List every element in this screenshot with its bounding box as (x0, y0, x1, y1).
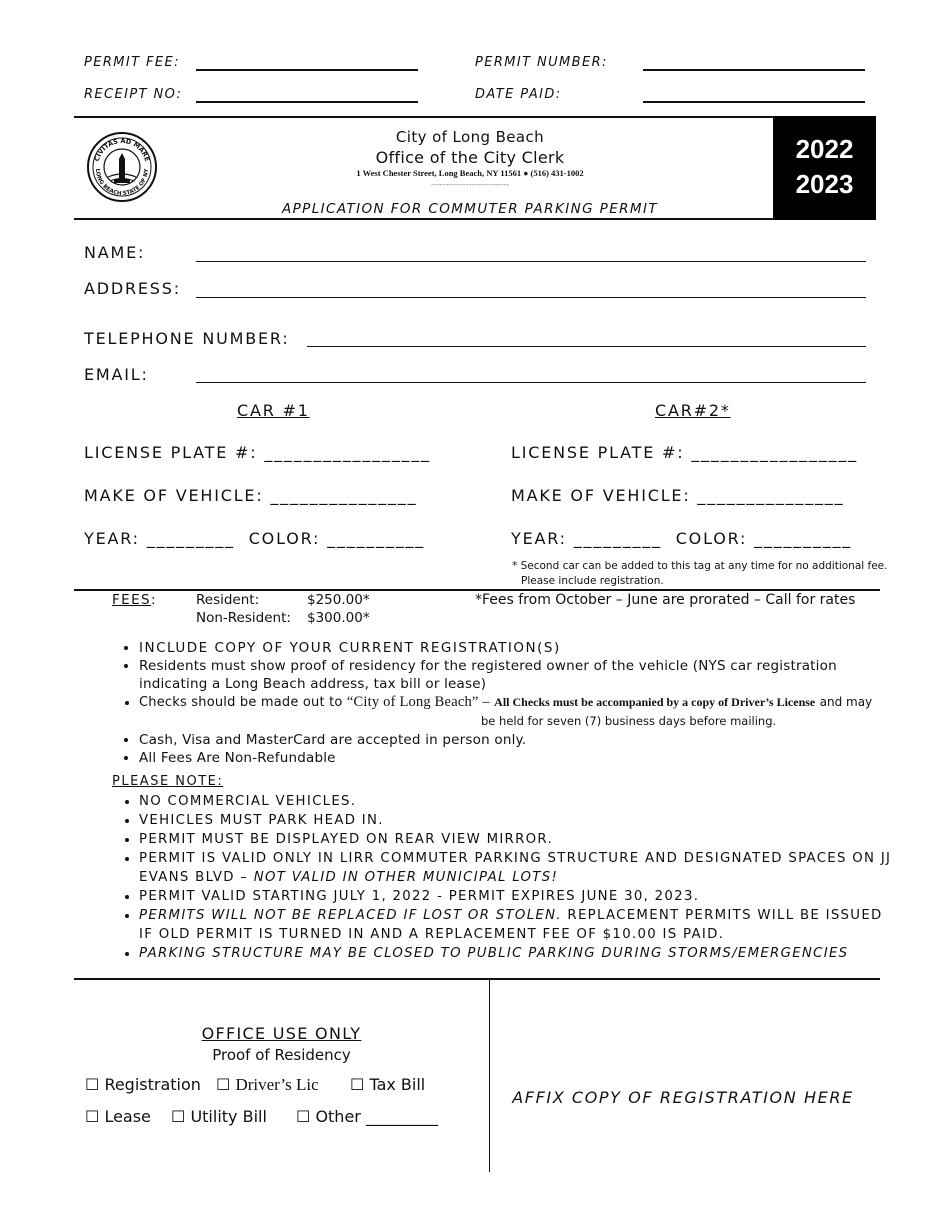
notes-list (113, 792, 899, 963)
car1-make[interactable]: MAKE OF VEHICLE: _______________ (84, 486, 418, 505)
year-top: 2022 (795, 134, 854, 164)
second-car-note: * Second car can be added to this tag at any time for no additional fee. (512, 560, 888, 572)
checkbox-label: Other _________ (315, 1107, 438, 1126)
req-payment-methods: • Cash, Visa and MasterCard are accepted in person only. (139, 731, 889, 749)
receipt-no-field[interactable] (196, 101, 418, 103)
requirements-list (113, 639, 889, 767)
checkbox-icon: ☐ (296, 1107, 311, 1126)
note-replacement-a: PERMITS WILL NOT BE REPLACED IF LOST OR STOLEN. (139, 908, 562, 923)
checkbox-icon: ☐ (350, 1075, 365, 1094)
note-display-permit: • PERMIT MUST BE DISPLAYED ON REAR VIEW MIRROR. (139, 830, 899, 849)
email-field[interactable] (196, 382, 866, 383)
checkbox-utility-bill[interactable] (171, 1107, 267, 1126)
car1-year-color[interactable]: YEAR: _________ COLOR: __________ (84, 529, 426, 548)
req-checks-c: All Checks must be accompanied by a copy of Driver’s License (494, 695, 816, 709)
nonresident-label: Non-Resident: (196, 610, 291, 626)
car1-license-plate[interactable]: LICENSE PLATE #: _________________ (84, 443, 431, 462)
checkbox-label: Driver’s Lic (235, 1075, 319, 1094)
req-non-refundable: • All Fees Are Non-Refundable (139, 749, 889, 767)
req-checks-e: be held for seven (7) business days before mailing. (481, 714, 777, 728)
resident-label: Resident: (196, 592, 260, 608)
permit-fee-label: PERMIT FEE: (84, 55, 180, 70)
seal-top-text: CIVITAS AD MARE (92, 136, 152, 163)
resident-amount: $250.00* (307, 592, 370, 608)
address-field[interactable] (196, 297, 866, 298)
checkbox-icon: ☐ (216, 1075, 231, 1094)
form-title: APPLICATION FOR COMMUTER PARKING PERMIT (282, 201, 658, 217)
checkbox-other[interactable] (296, 1107, 438, 1126)
second-car-note-2: Please include registration. (521, 575, 664, 587)
prorate-note: *Fees from October – June are prorated – Call for rates (475, 592, 856, 608)
name-label: NAME: (84, 243, 146, 262)
telephone-label: TELEPHONE NUMBER: (84, 329, 290, 348)
car1-heading: CAR #1 (237, 401, 310, 420)
year-bottom: 2023 (795, 169, 854, 199)
proof-of-residency: Proof of Residency (212, 1046, 351, 1064)
seal-bottom-text: LONG BEACH STATE OF NY (93, 168, 151, 198)
note-park-head-in: • VEHICLES MUST PARK HEAD IN. (139, 811, 899, 830)
office-use-heading: OFFICE USE ONLY (201, 1024, 362, 1043)
office-use-divider (489, 979, 490, 1172)
checkbox-lease[interactable] (85, 1107, 151, 1126)
car2-year-color[interactable]: YEAR: _________ COLOR: __________ (511, 529, 853, 548)
checkbox-icon: ☐ (85, 1107, 100, 1126)
please-note-heading: PLEASE NOTE: (112, 774, 224, 789)
req-residency: • Residents must show proof of residency for the registered owner of the vehicle (NYS car registration indicating a Long Beach address, tax bill or lease) (139, 657, 889, 693)
car2-make[interactable]: MAKE OF VEHICLE: _______________ (511, 486, 845, 505)
note-no-commercial: • NO COMMERCIAL VEHICLES. (139, 792, 899, 811)
note-replacement (139, 906, 899, 944)
checkbox-label: Utility Bill (190, 1107, 267, 1126)
address-label: ADDRESS: (84, 279, 181, 298)
header-divider: --------------------------- (431, 180, 509, 189)
checkbox-tax-bill[interactable] (350, 1075, 425, 1094)
city-seal-logo (86, 131, 158, 203)
fees-top-rule (74, 589, 880, 591)
note-replacement-b: REPLACEMENT PERMITS WILL BE ISSUED IF OLD PERMIT IS TURNED IN AND A REPLACEMENT FEE OF $10.00 IS PAID. (139, 908, 883, 942)
telephone-field[interactable] (307, 346, 866, 347)
email-label: EMAIL: (84, 365, 149, 384)
year-badge (773, 116, 876, 220)
header-top-rule (74, 116, 876, 118)
req-checks (139, 693, 889, 731)
car2-heading: CAR#2* (655, 401, 731, 420)
note-valid-locations (139, 849, 899, 887)
checkbox-label: Lease (104, 1107, 151, 1126)
req-checks-b: “City of Long Beach” – (346, 694, 490, 710)
note-validity-dates: • PERMIT VALID STARTING JULY 1, 2022 - PERMIT EXPIRES JUNE 30, 2023. (139, 887, 899, 906)
checkbox-icon: ☐ (85, 1075, 100, 1094)
permit-fee-field[interactable] (196, 69, 418, 71)
checkbox-label: Tax Bill (369, 1075, 426, 1094)
permit-number-label: PERMIT NUMBER: (475, 55, 608, 70)
note-structure-closed: • PARKING STRUCTURE MAY BE CLOSED TO PUBLIC PARKING DURING STORMS/EMERGENCIES (139, 944, 899, 963)
fees-label: FEES (112, 592, 151, 608)
note-valid-locations-a: PERMIT IS VALID ONLY IN LIRR COMMUTER PARKING STRUCTURE AND DESIGNATED SPACES ON JJ EVANS BLVD – (139, 851, 892, 885)
date-paid-field[interactable] (643, 101, 865, 103)
checkbox-registration[interactable] (85, 1075, 201, 1094)
header-bottom-rule (74, 218, 876, 220)
checkbox-drivers-lic[interactable] (216, 1075, 319, 1095)
checkbox-icon: ☐ (171, 1107, 186, 1126)
fees-label-wrap (112, 592, 157, 608)
date-paid-label: DATE PAID: (475, 87, 562, 102)
note-valid-locations-b: NOT VALID IN OTHER MUNICIPAL LOTS! (253, 870, 559, 885)
office-use-top-rule (74, 978, 880, 980)
office-address: 1 West Chester Street, Long Beach, NY 11561 ● (516) 431-1002 (356, 168, 584, 178)
checkbox-label: Registration (104, 1075, 201, 1094)
name-field[interactable] (196, 261, 866, 262)
nonresident-amount: $300.00* (307, 610, 370, 626)
fees-colon: : (151, 592, 157, 608)
req-checks-d: and may (819, 695, 873, 709)
permit-number-field[interactable] (643, 69, 865, 71)
car2-license-plate[interactable]: LICENSE PLATE #: _________________ (511, 443, 858, 462)
city-name: City of Long Beach (395, 128, 545, 146)
req-checks-a: Checks should be made out to (139, 695, 347, 710)
office-name: Office of the City Clerk (375, 148, 565, 167)
req-registration: • INCLUDE COPY OF YOUR CURRENT REGISTRATION(S) (139, 639, 889, 657)
receipt-no-label: RECEIPT NO: (84, 87, 183, 102)
affix-registration-area: AFFIX COPY OF REGISTRATION HERE (512, 1088, 854, 1107)
